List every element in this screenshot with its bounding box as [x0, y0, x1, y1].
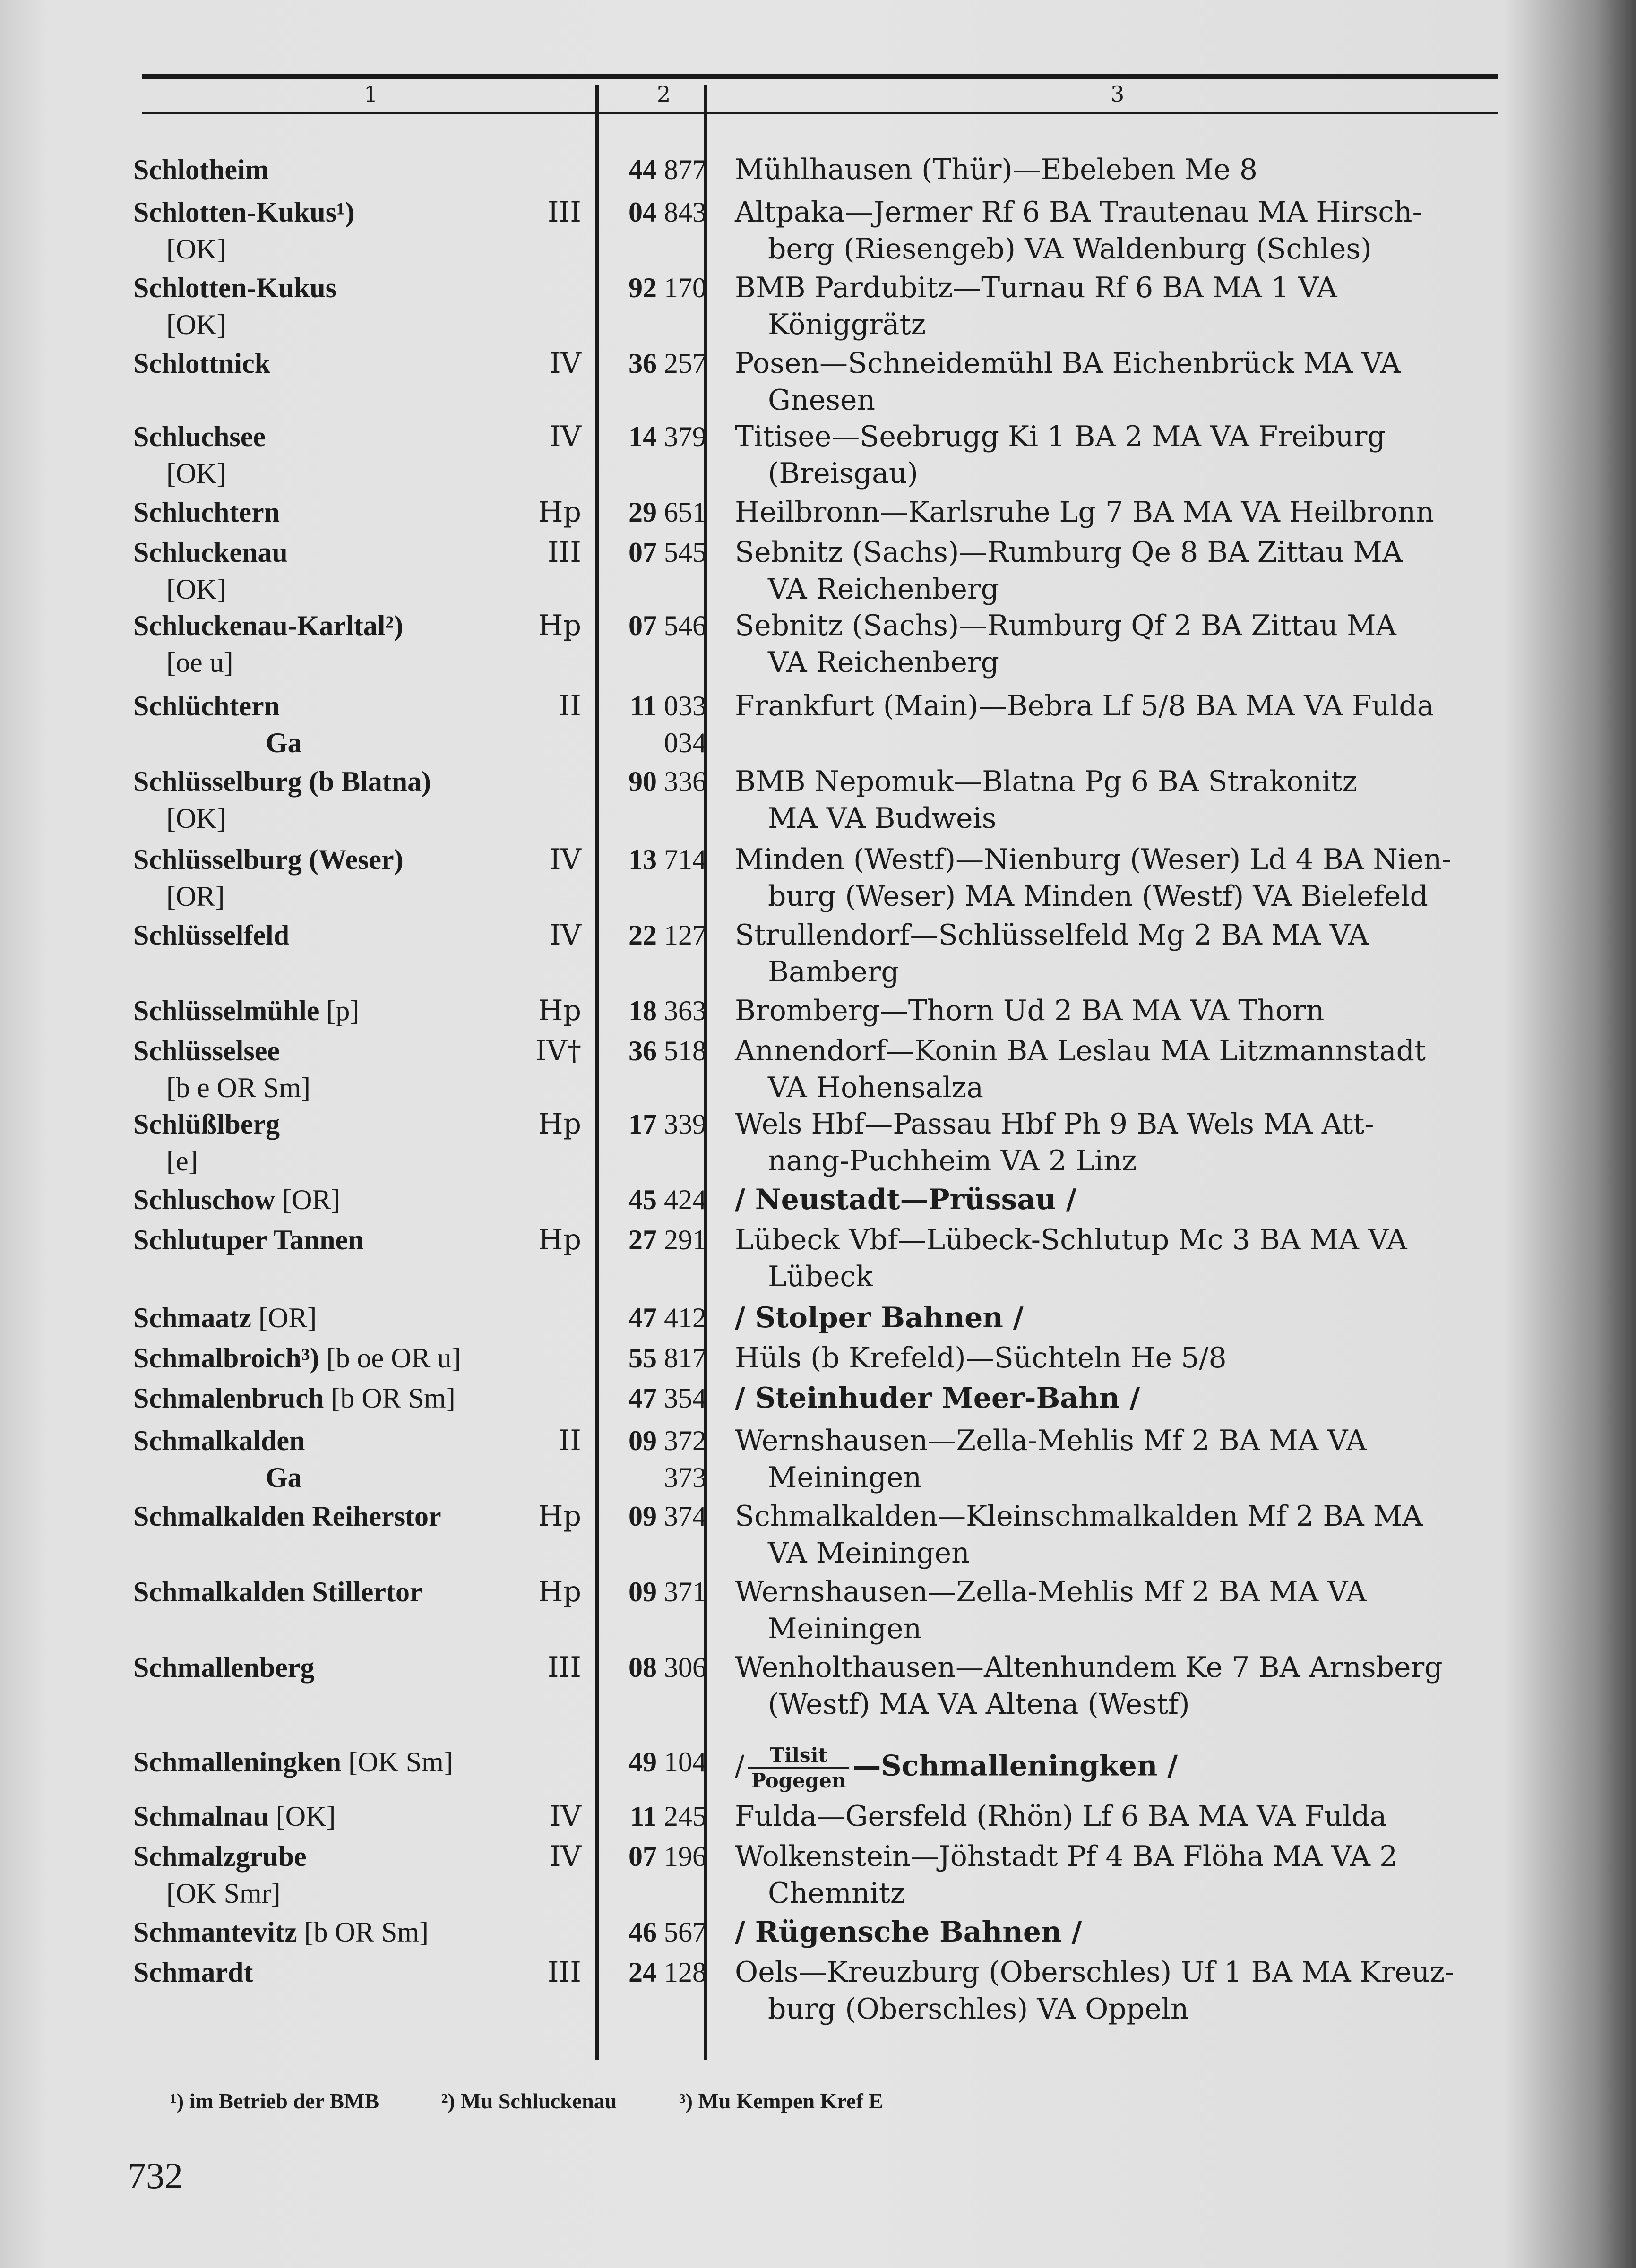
station-name: [133, 269, 540, 343]
station-number: [598, 418, 706, 455]
route-text: Sebnitz (Sachs)—Rumburg Qe 8 BA Zittau MA: [735, 536, 1403, 569]
station-name: [133, 1498, 540, 1535]
station-name-text: Schlotten-Kukus¹): [133, 197, 355, 228]
station-class: III: [547, 1956, 581, 1989]
station-number-prefix: 55: [629, 1342, 657, 1374]
station-annotation: [b OR Sm]: [304, 1916, 429, 1948]
station-annotation: [e]: [166, 1145, 198, 1177]
route-text-continuation: nang-Puchheim VA 2 Linz: [768, 1144, 1137, 1177]
route-text: / Neustadt—Prüssau /: [735, 1183, 1076, 1216]
route-text: Annendorf—Konin BA Leslau MA Litzmannstadt: [735, 1034, 1426, 1067]
route-description: [735, 1340, 1496, 1376]
station-number-suffix: 306: [664, 1652, 706, 1683]
station-number-suffix: 291: [664, 1224, 706, 1255]
station-name: [133, 1838, 540, 1912]
route-description: [735, 1838, 1496, 1912]
footnotes: [170, 2088, 1352, 2113]
station-number-suffix: 104: [664, 1746, 706, 1778]
station-annotation: [OK]: [166, 803, 226, 834]
station-name: [133, 1221, 540, 1258]
station-name: [133, 841, 540, 915]
station-goods-marker: Ga: [266, 1462, 302, 1493]
station-class: IV: [549, 1800, 581, 1833]
station-name-text: Schmalenbruch: [133, 1383, 324, 1414]
station-name: [133, 418, 540, 492]
station-number-suffix: 372: [664, 1425, 706, 1456]
station-name-text: Schlüchtern: [133, 690, 280, 722]
station-name-text: Schmalleningken: [133, 1746, 342, 1778]
route-text-continuation: Königgrätz: [768, 308, 926, 341]
station-name-text: Schluchsee: [133, 421, 266, 452]
route-description: [735, 1914, 1496, 1950]
station-name: [133, 1954, 540, 1991]
station-number: [598, 1181, 706, 1218]
route-text: —Schmalleningken /: [852, 1749, 1178, 1783]
station-name-text: Schluchtern: [133, 497, 280, 528]
station-name: [133, 1649, 540, 1686]
station-number-prefix: 13: [629, 844, 657, 875]
route-text: Wernshausen—Zella-Mehlis Mf 2 BA MA VA: [735, 1424, 1367, 1457]
station-name-text: Schlottnick: [133, 348, 271, 379]
route-description: [735, 1744, 1496, 1793]
station-name-text: Schlüsselsee: [133, 1035, 280, 1066]
route-text: Wolkenstein—Jöhstadt Pf 4 BA Flöha MA VA 2: [735, 1840, 1398, 1873]
station-class: III: [547, 1651, 581, 1684]
station-annotation: [OK Sm]: [348, 1746, 453, 1778]
column-header-2: 2: [657, 81, 671, 107]
route-text: BMB Nepomuk—Blatna Pg 6 BA Strakonitz: [735, 765, 1358, 798]
station-number-prefix: 36: [629, 1035, 657, 1066]
station-number-suffix: 518: [664, 1035, 706, 1066]
route-description: [735, 1573, 1496, 1647]
footnote-3: ³) Mu Kempen Kref E: [679, 2089, 883, 2113]
route-text-continuation: Lübeck: [768, 1260, 873, 1293]
station-number: [598, 345, 706, 382]
station-class: III: [547, 196, 581, 229]
station-annotation: [OK]: [166, 458, 226, 489]
route-description: [735, 345, 1496, 419]
route-text: / Steinhuder Meer-Bahn /: [735, 1382, 1140, 1415]
route-text: Wels Hbf—Passau Hbf Ph 9 BA Wels MA Att-: [735, 1108, 1374, 1141]
route-text: Bromberg—Thorn Ud 2 BA MA VA Thorn: [735, 994, 1325, 1027]
station-number: [598, 1744, 706, 1780]
station-class: II: [559, 1424, 581, 1457]
station-number-prefix: 92: [629, 272, 657, 303]
station-name-text: Schmalkalden Stillertor: [133, 1576, 422, 1607]
route-text: Wernshausen—Zella-Mehlis Mf 2 BA MA VA: [735, 1575, 1367, 1608]
station-annotation: [OK]: [276, 1801, 336, 1832]
top-rule: [142, 74, 1498, 79]
station-number-prefix: 07: [629, 1841, 657, 1872]
station-name-text: Schmallenberg: [133, 1652, 315, 1683]
route-description: [735, 1032, 1496, 1106]
station-number-suffix: 127: [664, 919, 706, 951]
route-description: [735, 1798, 1496, 1835]
station-class: IV: [549, 347, 581, 380]
station-name: [133, 494, 540, 531]
footnote-2: ²) Mu Schluckenau: [441, 2089, 617, 2113]
station-number-prefix: 47: [629, 1383, 657, 1414]
station-name: [133, 1299, 540, 1336]
route-text: Sebnitz (Sachs)—Rumburg Qf 2 BA Zittau MA: [735, 609, 1396, 642]
station-number-suffix: 128: [664, 1957, 706, 1988]
route-text: Minden (Westf)—Nienburg (Weser) Ld 4 BA Nien-: [735, 843, 1452, 876]
route-description: [735, 1380, 1496, 1417]
station-number-prefix: 09: [629, 1425, 657, 1456]
station-number-suffix: 336: [664, 766, 706, 797]
station-class: Hp: [538, 1500, 581, 1533]
route-description: [735, 1221, 1496, 1295]
station-number: [598, 841, 706, 878]
route-text: Titisee—Seebrugg Ki 1 BA 2 MA VA Freiburg: [735, 420, 1386, 453]
station-number-suffix: 379: [664, 421, 706, 452]
station-number-suffix: 339: [664, 1108, 706, 1140]
route-slash: /: [735, 1749, 745, 1783]
page-number: 732: [128, 2155, 183, 2196]
route-description: [735, 418, 1496, 492]
station-annotation: [OR]: [166, 881, 225, 912]
station-name-text: Schlüsselburg (Weser): [133, 844, 404, 875]
route-description: [735, 763, 1496, 837]
station-name: [133, 345, 540, 382]
station-number-prefix: 04: [629, 197, 657, 228]
station-number-suffix: 651: [664, 497, 706, 528]
station-name-text: Schmalkalden: [133, 1425, 305, 1456]
station-number-prefix: 11: [630, 690, 657, 722]
station-name-text: Schluschow: [133, 1184, 276, 1215]
station-number: [598, 534, 706, 571]
station-annotation: [OK Smr]: [166, 1878, 281, 1909]
station-name: [133, 607, 540, 681]
station-annotation: [oe u]: [166, 647, 233, 678]
station-name: [133, 1340, 540, 1376]
route-text-continuation: Bamberg: [768, 955, 899, 988]
station-number: [598, 269, 706, 306]
station-number-prefix: 46: [629, 1916, 657, 1948]
station-name-text: Schmalkalden Reiherstor: [133, 1501, 441, 1532]
station-annotation: [b OR Sm]: [331, 1383, 456, 1414]
route-text: Fulda—Gersfeld (Rhön) Lf 6 BA MA VA Fulda: [735, 1800, 1387, 1833]
route-description: [735, 1181, 1496, 1218]
station-annotation: [OK]: [166, 233, 226, 265]
route-text: Schmalkalden—Kleinschmalkalden Mf 2 BA MA: [735, 1500, 1423, 1533]
station-name-text: Schmardt: [133, 1957, 253, 1988]
route-description: [735, 841, 1496, 915]
station-number: [598, 687, 706, 761]
route-text: BMB Pardubitz—Turnau Rf 6 BA MA 1 VA: [735, 271, 1337, 304]
station-number-prefix: 14: [629, 421, 657, 452]
station-number: [598, 151, 706, 188]
station-name: [133, 1914, 540, 1950]
station-number: [598, 1798, 706, 1835]
station-number-prefix: 17: [629, 1108, 657, 1140]
station-number-suffix: 245: [664, 1801, 706, 1832]
route-text: Mühlhausen (Thür)—Ebeleben Me 8: [735, 153, 1258, 186]
route-description: [735, 607, 1496, 681]
route-text: Oels—Kreuzburg (Oberschles) Uf 1 BA MA Kreuz-: [735, 1956, 1455, 1989]
route-text-continuation: VA Meiningen: [768, 1537, 970, 1570]
route-text-continuation: VA Reichenberg: [768, 646, 999, 679]
station-name: [133, 194, 540, 267]
route-text-continuation: Gnesen: [768, 384, 876, 417]
route-text-continuation: Meiningen: [768, 1612, 922, 1645]
station-number: [598, 1422, 706, 1496]
route-text: / Stolper Bahnen /: [735, 1301, 1024, 1334]
route-text: Lübeck Vbf—Lübeck-Schlutup Mc 3 BA MA VA: [735, 1223, 1407, 1256]
route-text: Wenholthausen—Altenhundem Ke 7 BA Arnsberg: [735, 1651, 1443, 1684]
station-number-prefix: 90: [629, 766, 657, 797]
station-number-suffix: 424: [664, 1184, 706, 1215]
station-annotation: [p]: [326, 995, 360, 1026]
station-number-prefix: 29: [629, 497, 657, 528]
station-class: II: [559, 689, 581, 722]
station-number-secondary: 034: [664, 727, 706, 758]
footnote-1: ¹) im Betrieb der BMB: [170, 2089, 379, 2113]
station-number-suffix: 817: [664, 1342, 706, 1374]
route-text: / Rügensche Bahnen /: [735, 1916, 1082, 1949]
station-number-prefix: 44: [629, 154, 657, 185]
station-number: [598, 1838, 706, 1875]
station-number-prefix: 09: [629, 1501, 657, 1532]
station-number: [598, 1649, 706, 1686]
route-text-continuation: VA Hohensalza: [768, 1071, 984, 1104]
station-class: Hp: [538, 994, 581, 1027]
station-class: Hp: [538, 609, 581, 642]
route-description: [735, 992, 1496, 1029]
station-number-prefix: 47: [629, 1302, 657, 1333]
station-number: [598, 1299, 706, 1336]
station-number-prefix: 09: [629, 1576, 657, 1607]
route-description: [735, 194, 1496, 267]
station-number-suffix: 170: [664, 272, 706, 303]
station-number-suffix: 354: [664, 1383, 706, 1414]
station-annotation: [b e OR Sm]: [166, 1072, 310, 1103]
station-name-text: Schlotheim: [133, 154, 269, 185]
station-number: [598, 1221, 706, 1258]
route-text-continuation: (Westf) MA VA Altena (Westf): [768, 1688, 1190, 1721]
route-description: [735, 917, 1496, 990]
route-text: Frankfurt (Main)—Bebra Lf 5/8 BA MA VA Fulda: [735, 689, 1434, 722]
station-class: IV: [549, 919, 581, 952]
station-number-suffix: 196: [664, 1841, 706, 1872]
station-name-text: Schmantevitz: [133, 1916, 297, 1948]
route-text-continuation: VA Reichenberg: [768, 573, 999, 606]
station-name-text: Schmalnau: [133, 1801, 269, 1832]
station-annotation: [OK]: [166, 309, 226, 340]
station-number: [598, 1573, 706, 1610]
route-description: [735, 1422, 1496, 1496]
route-description: [735, 1498, 1496, 1572]
station-class: Hp: [538, 496, 581, 529]
station-goods-marker: Ga: [266, 727, 302, 758]
station-number-secondary: 373: [664, 1462, 706, 1493]
station-number: [598, 1106, 706, 1143]
route-text-continuation: berg (Riesengeb) VA Waldenburg (Schles): [768, 232, 1372, 266]
station-name: [133, 1573, 540, 1610]
station-number: [598, 1032, 706, 1069]
station-name-text: Schlutuper Tannen: [133, 1224, 364, 1255]
route-description: [735, 1649, 1496, 1723]
station-class: IV: [549, 843, 581, 876]
station-number-prefix: 36: [629, 348, 657, 379]
station-name-text: Schlüßlberg: [133, 1108, 280, 1140]
station-annotation: [OR]: [258, 1302, 317, 1333]
station-number-prefix: 08: [629, 1652, 657, 1683]
station-number-suffix: 033: [664, 690, 706, 722]
station-number-prefix: 07: [629, 610, 657, 641]
station-name: [133, 763, 540, 837]
station-name-text: Schlotten-Kukus: [133, 272, 337, 303]
route-text-continuation: burg (Oberschles) VA Oppeln: [768, 1993, 1189, 2026]
station-number: [598, 607, 706, 644]
station-number-suffix: 877: [664, 154, 706, 185]
route-description: [735, 1954, 1496, 2027]
station-name-text: Schmalbroich³): [133, 1342, 319, 1374]
station-number: [598, 763, 706, 800]
station-number-suffix: 363: [664, 995, 706, 1026]
station-class: IV: [549, 420, 581, 453]
station-name-text: Schmaatz: [133, 1302, 251, 1333]
route-description: [735, 151, 1496, 188]
route-description: [735, 269, 1496, 343]
station-name-text: Schmalzgrube: [133, 1841, 307, 1872]
station-name: [133, 1798, 540, 1835]
station-name: [133, 1744, 540, 1780]
route-text: Hüls (b Krefeld)—Süchteln He 5/8: [735, 1341, 1227, 1375]
route-fraction: [748, 1744, 849, 1793]
station-name-text: Schlüsselburg (b Blatna): [133, 766, 431, 797]
station-name: [133, 1106, 540, 1179]
route-description: [735, 1106, 1496, 1179]
station-class: Hp: [538, 1575, 581, 1608]
station-annotation: [OR]: [282, 1184, 341, 1215]
header-rule: [142, 112, 1498, 114]
station-name: [133, 151, 540, 188]
station-number-prefix: 24: [629, 1957, 657, 1988]
station-name-text: Schluckenau-Karltal²): [133, 610, 404, 641]
station-name: [133, 1380, 540, 1417]
station-number: [598, 1954, 706, 1991]
route-text-continuation: (Breisgau): [768, 457, 918, 490]
route-fraction-bottom: Pogegen: [751, 1769, 846, 1792]
station-number-prefix: 07: [629, 537, 657, 568]
route-description: [735, 1299, 1496, 1336]
station-name-text: Schlüsselfeld: [133, 919, 290, 951]
station-number-suffix: 843: [664, 197, 706, 228]
station-number-suffix: 714: [664, 844, 706, 875]
route-text: Heilbronn—Karlsruhe Lg 7 BA MA VA Heilbronn: [735, 496, 1434, 529]
station-class: Hp: [538, 1223, 581, 1256]
station-number-suffix: 545: [664, 537, 706, 568]
station-annotation: [b oe OR u]: [326, 1342, 461, 1374]
station-name: [133, 917, 540, 954]
route-text-continuation: Chemnitz: [768, 1877, 905, 1910]
route-text: Altpaka—Jermer Rf 6 BA Trautenau MA Hirsch-: [735, 196, 1422, 229]
route-text-continuation: burg (Weser) MA Minden (Westf) VA Bielefeld: [768, 880, 1428, 913]
route-description: [735, 534, 1496, 608]
route-text: Strullendorf—Schlüsselfeld Mg 2 BA MA VA: [735, 919, 1369, 952]
station-number-prefix: 27: [629, 1224, 657, 1255]
route-description: [735, 494, 1496, 531]
station-number-prefix: 18: [629, 995, 657, 1026]
route-text-continuation: MA VA Budweis: [768, 802, 997, 835]
station-class: Hp: [538, 1108, 581, 1141]
station-number: [598, 1498, 706, 1535]
station-number-suffix: 412: [664, 1302, 706, 1333]
route-fraction-top: Tilsit: [748, 1744, 849, 1769]
station-name: [133, 1422, 540, 1496]
station-number-prefix: 11: [630, 1801, 657, 1832]
station-number-prefix: 45: [629, 1184, 657, 1215]
station-number-suffix: 374: [664, 1501, 706, 1532]
station-number-prefix: 22: [629, 919, 657, 951]
station-name-text: Schluckenau: [133, 537, 288, 568]
station-number: [598, 1380, 706, 1417]
station-number-prefix: 49: [629, 1746, 657, 1778]
column-header-1: 1: [364, 81, 378, 107]
station-number: [598, 992, 706, 1029]
station-name: [133, 1032, 540, 1106]
station-number: [598, 1914, 706, 1950]
station-number: [598, 917, 706, 954]
station-number-suffix: 371: [664, 1576, 706, 1607]
route-text-continuation: Meiningen: [768, 1461, 922, 1494]
station-name: [133, 1181, 540, 1218]
station-class: III: [547, 536, 581, 569]
station-name: [133, 534, 540, 608]
route-text: Posen—Schneidemühl BA Eichenbrück MA VA: [735, 347, 1401, 380]
station-number: [598, 494, 706, 531]
column-header-3: 3: [1111, 81, 1125, 107]
station-name: [133, 687, 540, 761]
station-class: IV†: [535, 1034, 581, 1067]
station-number: [598, 194, 706, 231]
station-class: IV: [549, 1840, 581, 1873]
route-description: [735, 687, 1496, 724]
station-number-suffix: 546: [664, 610, 706, 641]
station-number: [598, 1340, 706, 1376]
station-number-suffix: 257: [664, 348, 706, 379]
station-number-suffix: 567: [664, 1916, 706, 1948]
station-name-text: Schlüsselmühle: [133, 995, 319, 1026]
station-annotation: [OK]: [166, 574, 226, 605]
station-name: [133, 992, 540, 1029]
